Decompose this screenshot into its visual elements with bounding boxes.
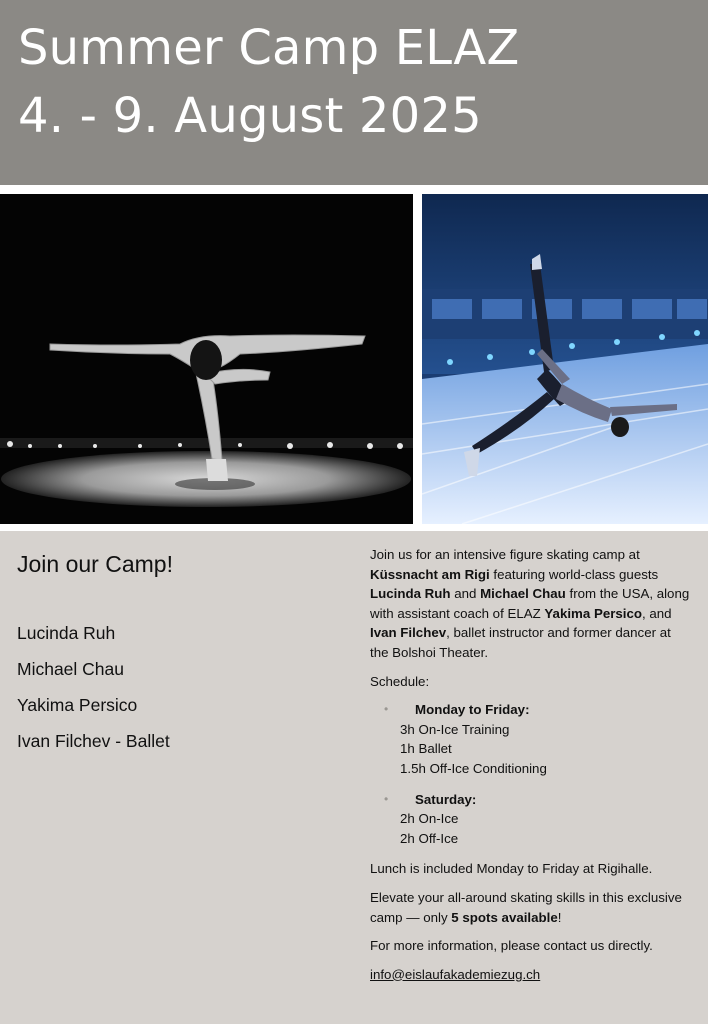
- schedule-item: 1.5h Off-Ice Conditioning: [400, 760, 547, 776]
- elevate-text: Elevate your all-around skating skills in this exclusive camp — only: [370, 889, 682, 925]
- schedule-day: Monday to Friday:: [415, 702, 530, 718]
- bullet-icon: •: [384, 702, 389, 717]
- intro-text: and: [450, 586, 481, 602]
- intro-text: featuring world-class guests: [489, 566, 659, 582]
- schedule-weekday: [370, 700, 692, 778]
- guest-bold: Lucinda Ruh: [370, 586, 451, 602]
- location-bold: Küssnacht am Rigi: [370, 566, 490, 582]
- intro-text: , ballet instructor and former dancer at the Bolshoi Theater.: [370, 625, 671, 660]
- lunch-text: Lunch is included Monday to Friday at Rigihalle.: [370, 861, 653, 877]
- email-paragraph: [370, 965, 692, 985]
- schedule-item: 2h Off-Ice: [400, 830, 459, 846]
- schedule-label: Schedule:: [370, 673, 430, 689]
- coach-name: Ivan Filchev - Ballet: [17, 731, 170, 751]
- coach-bold: Ivan Filchev: [370, 625, 447, 641]
- photo-skater-spiral: [0, 194, 413, 524]
- header-banner: [0, 0, 708, 185]
- coach-name: Yakima Persico: [17, 695, 138, 715]
- contact-text: For more information, please contact us directly.: [370, 938, 653, 954]
- schedule-item: 2h On-Ice: [400, 811, 459, 827]
- email-link[interactable]: info@eislaufakademiezug.ch: [370, 966, 541, 982]
- coach-name: Michael Chau: [17, 659, 124, 679]
- join-title: Join our Camp!: [17, 551, 173, 577]
- schedule-item: 1h Ballet: [400, 741, 452, 757]
- spots-bold: 5 spots available: [451, 909, 558, 925]
- jump-skater-illustration: [422, 194, 708, 524]
- schedule-day: Saturday:: [415, 791, 477, 807]
- title-line-2: 4. - 9. August 2025: [18, 88, 482, 144]
- coach-bold: Yakima Persico: [544, 605, 642, 621]
- elevate-paragraph: [370, 888, 692, 927]
- photo-skater-jump: [422, 194, 708, 524]
- schedule-saturday: [370, 790, 692, 849]
- coach-name: Lucinda Ruh: [17, 623, 116, 643]
- info-section: [0, 531, 708, 1024]
- schedule-item: 3h On-Ice Training: [400, 721, 510, 737]
- description-column: [370, 545, 692, 993]
- intro-text: from the USA, along with assistant coach of ELAZ: [370, 586, 690, 621]
- bullet-icon: •: [384, 791, 389, 806]
- guest-bold: Michael Chau: [480, 586, 566, 602]
- intro-text: , and: [642, 605, 672, 621]
- coach-list: [17, 621, 170, 765]
- intro-text: Join us for an intensive figure skating camp at: [370, 547, 640, 562]
- spiral-skater-illustration: [0, 194, 413, 524]
- elevate-text: !: [557, 909, 562, 925]
- title-line-1: Summer Camp ELAZ: [18, 20, 520, 76]
- intro-paragraph: [370, 545, 692, 663]
